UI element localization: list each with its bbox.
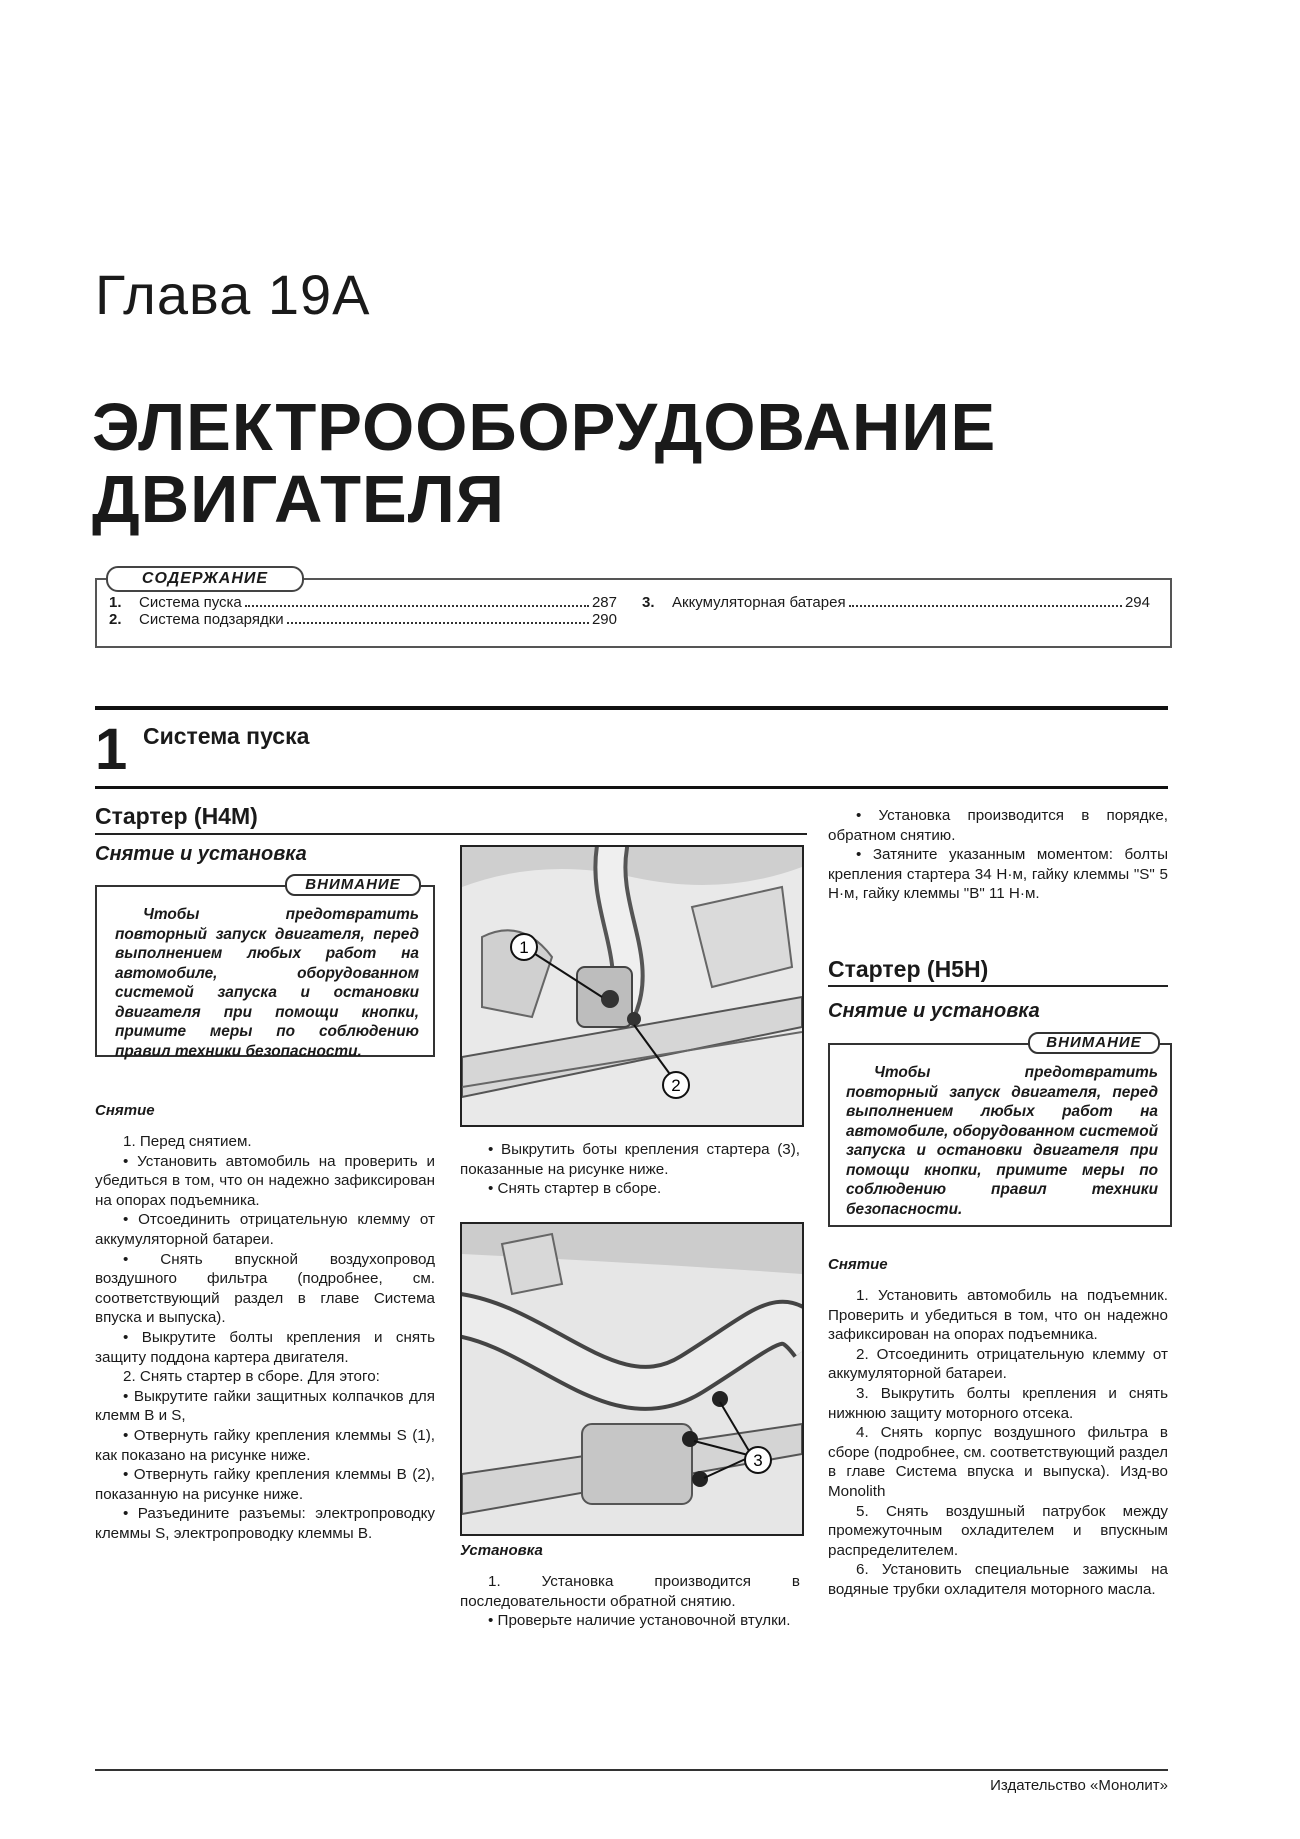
contents-item-page: 287 <box>591 594 617 611</box>
col2-mid-body <box>460 1140 800 1199</box>
paragraph: 2. Снять стартер в сборе. Для этого: <box>123 1368 380 1386</box>
contents-item-title: Система пуска <box>139 594 242 611</box>
paragraph: 1. Установить автомобиль на подъемник. Проверить и убедиться в том, что он надежно зафиксирован на опорах подъемника. <box>828 1287 1168 1344</box>
contents-item[interactable]: 2. Система подзарядки 290 <box>109 611 617 628</box>
publisher-footer: Издательство «Монолит» <box>990 1777 1168 1794</box>
paragraph: • Затяните указанным моментом: болты крепления стартера 34 Н·м, гайку клеммы "S" 5 Н·м, гайку клеммы "B" 11 Н·м. <box>828 846 1168 903</box>
contents-item-page: 294 <box>1124 594 1150 611</box>
install-label: Установка <box>460 1542 543 1559</box>
paragraph: 3. Выкрутить болты крепления и снять нижнюю защиту моторного отсека. <box>828 1384 1168 1422</box>
paragraph: • Снять впускной воздухопровод воздушного фильтра (подробнее, см. соответствующий раздел в главе Система впуска и выпуска). <box>95 1250 435 1327</box>
heading-starter-h4m: Стартер (H4M) <box>95 803 258 829</box>
paragraph: • Установка производится в порядке, обратном снятию. <box>828 807 1168 844</box>
footer-rule <box>95 1769 1168 1771</box>
subheading-removal-install: Снятие и установка <box>828 1000 1040 1022</box>
warning-text: Чтобы предотвратить повторный запуск двигателя, перед выполнением любых работ на автомобиле, оборудованном системой запуска и остановки двигателя при помощи кнопки, примите меры по соблюдению правил техники безопасности. <box>846 1064 1158 1218</box>
engine-photo-2 <box>462 1224 802 1534</box>
paragraph: • Проверьте наличие установочной втулки. <box>488 1612 791 1630</box>
paragraph: • Снять стартер в сборе. <box>488 1180 662 1198</box>
callout-1: 1 <box>519 938 529 957</box>
heading-rule <box>828 985 1168 987</box>
paragraph: • Установить автомобиль на проверить и убедиться в том, что он надежно зафиксирован на опорах подъемника. <box>95 1152 435 1209</box>
leader-dots <box>245 605 589 607</box>
warning-box <box>828 1043 1172 1227</box>
callout-2: 2 <box>671 1076 681 1095</box>
section-rule-bottom <box>95 786 1168 789</box>
paragraph: 4. Снять корпус воздушного фильтра в сборе (подробнее, см. соответствующий раздел в главе Система впуска и выпуска). Изд-во Monolith <box>828 1424 1168 1500</box>
engine-photo-1 <box>462 847 802 1125</box>
figure-starter-bolts <box>460 1222 804 1536</box>
paragraph: 1. Перед снятием. <box>123 1133 252 1150</box>
paragraph: • Выкрутите болты крепления и снять защиту поддона картера двигателя. <box>95 1328 435 1366</box>
chapter-title <box>92 392 996 536</box>
contents-item-title: Аккумуляторная батарея <box>672 594 846 611</box>
contents-item-title: Система подзарядки <box>139 611 284 628</box>
chapter-title-line2: ДВИГАТЕЛЯ <box>92 462 505 537</box>
paragraph: 6. Установить специальные зажимы на водяные трубки охладителя моторного масла. <box>828 1561 1168 1598</box>
callout-3: 3 <box>753 1451 763 1470</box>
paragraph: • Отвернуть гайку крепления клеммы B (2), показанную на рисунке ниже. <box>95 1466 435 1503</box>
figure-starter-terminals <box>460 845 804 1127</box>
warning-text: Чтобы предотвратить повторный запуск двигателя, перед выполнением любых работ на автомобиле, оборудованном системой запуска и остановки двигателя при помощи кнопки, примите меры по соблюдению правил техники безопасности. <box>115 906 419 1060</box>
section-number: 1 <box>95 717 128 782</box>
section-rule-top <box>95 706 1168 710</box>
paragraph: 1. Установка производится в последовательности обратной снятию. <box>460 1573 800 1610</box>
col3-top-body <box>828 806 1168 904</box>
heading-rule <box>95 833 807 835</box>
contents-item[interactable]: 3. Аккумуляторная батарея 294 <box>642 594 1150 611</box>
heading-starter-h5h: Стартер (H5H) <box>828 956 989 982</box>
chapter-title-line1: ЭЛЕКТРООБОРУДОВАНИЕ <box>92 390 997 465</box>
warning-box <box>95 885 435 1060</box>
paragraph: • Выкрутить боты крепления стартера (3), показанные на рисунке ниже. <box>460 1141 800 1178</box>
removal-label: Снятие <box>95 1102 155 1119</box>
col3-body <box>828 1286 1168 1600</box>
contents-label: СОДЕРЖАНИЕ <box>106 566 304 592</box>
col1-body <box>95 1132 435 1543</box>
subheading-removal-install: Снятие и установка <box>95 843 307 865</box>
paragraph: • Отсоединить отрицательную клемму от аккумуляторной батареи. <box>95 1211 435 1248</box>
contents-item-page: 290 <box>591 611 617 628</box>
leader-dots <box>849 605 1122 607</box>
chapter-label: Глава 19А <box>95 263 371 326</box>
removal-label: Снятие <box>828 1256 888 1273</box>
paragraph: • Разъедините разъемы: электропроводку клеммы S, электропроводку клеммы B. <box>95 1505 435 1542</box>
paragraph: • Выкрутите гайки защитных колпачков для клемм B и S, <box>95 1387 435 1425</box>
contents-item[interactable]: 1. Система пуска 287 <box>109 594 617 611</box>
paragraph: 2. Отсоединить отрицательную клемму от аккумуляторной батареи. <box>828 1345 1168 1383</box>
paragraph: • Отвернуть гайку крепления клеммы S (1), как показано на рисунке ниже. <box>95 1426 435 1464</box>
paragraph: 5. Снять воздушный патрубок между промежуточным охладителем и впускным распределителем. <box>828 1502 1168 1559</box>
warning-label: ВНИМАНИЕ <box>285 874 421 896</box>
leader-dots <box>287 622 589 624</box>
section-title: Система пуска <box>143 723 310 749</box>
col2-install-body <box>460 1572 800 1631</box>
warning-label: ВНИМАНИЕ <box>1028 1032 1160 1054</box>
